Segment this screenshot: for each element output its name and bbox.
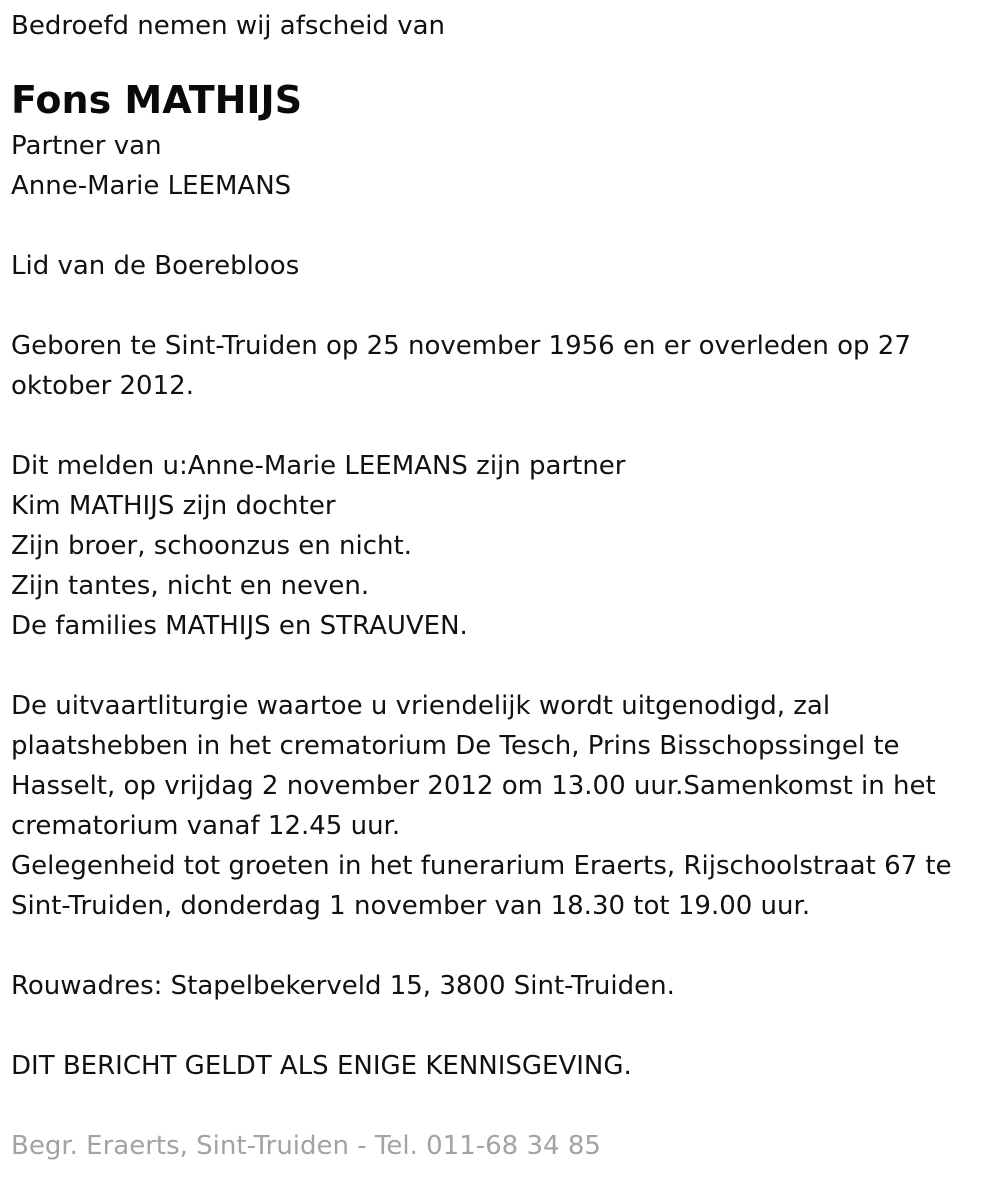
announced-by-line: Zijn broer, schoonzus en nicht.: [11, 531, 412, 561]
announced-by-line: Dit melden u:Anne-Marie LEEMANS zijn partner: [11, 451, 626, 481]
death-notice: [11, 6, 991, 1166]
spacer: [11, 1086, 991, 1126]
funeral-line: Gelegenheid tot groeten in het funerarium Eraerts, Rijschoolstraat 67 te: [11, 851, 952, 881]
spacer: [11, 206, 991, 246]
membership-text: Lid van de Boerebloos: [11, 251, 300, 281]
spacer: [11, 646, 991, 686]
funeral-home-footer: Begr. Eraerts, Sint-Truiden - Tel. 011-68 34 85: [11, 1131, 601, 1161]
partner-name: Anne-Marie LEEMANS: [11, 171, 292, 201]
spacer: [11, 46, 991, 74]
spacer: [11, 286, 991, 326]
mourning-address: Rouwadres: Stapelbekerveld 15, 3800 Sint-Truiden.: [11, 971, 675, 1001]
funeral-line: Sint-Truiden, donderdag 1 november van 18.30 tot 19.00 uur.: [11, 891, 811, 921]
birth-death-line-1: Geboren te Sint-Truiden op 25 november 1956 en er overleden op 27: [11, 331, 911, 361]
sole-notice-statement: DIT BERICHT GELDT ALS ENIGE KENNISGEVING.: [11, 1051, 632, 1081]
partner-label: Partner van: [11, 131, 162, 161]
announced-by-line: Kim MATHIJS zijn dochter: [11, 491, 336, 521]
announced-by-line: De families MATHIJS en STRAUVEN.: [11, 611, 468, 641]
funeral-line: crematorium vanaf 12.45 uur.: [11, 811, 401, 841]
deceased-name: Fons MATHIJS: [11, 78, 303, 122]
funeral-line: De uitvaartliturgie waartoe u vriendelijk wordt uitgenodigd, zal: [11, 691, 831, 721]
birth-death-line-2: oktober 2012.: [11, 371, 194, 401]
funeral-line: Hasselt, op vrijdag 2 november 2012 om 13.00 uur.Samenkomst in het: [11, 771, 936, 801]
funeral-line: plaatshebben in het crematorium De Tesch, Prins Bisschopssingel te: [11, 731, 900, 761]
intro-text: Bedroefd nemen wij afscheid van: [11, 11, 445, 41]
announced-by-line: Zijn tantes, nicht en neven.: [11, 571, 370, 601]
spacer: [11, 926, 991, 966]
spacer: [11, 1006, 991, 1046]
spacer: [11, 406, 991, 446]
